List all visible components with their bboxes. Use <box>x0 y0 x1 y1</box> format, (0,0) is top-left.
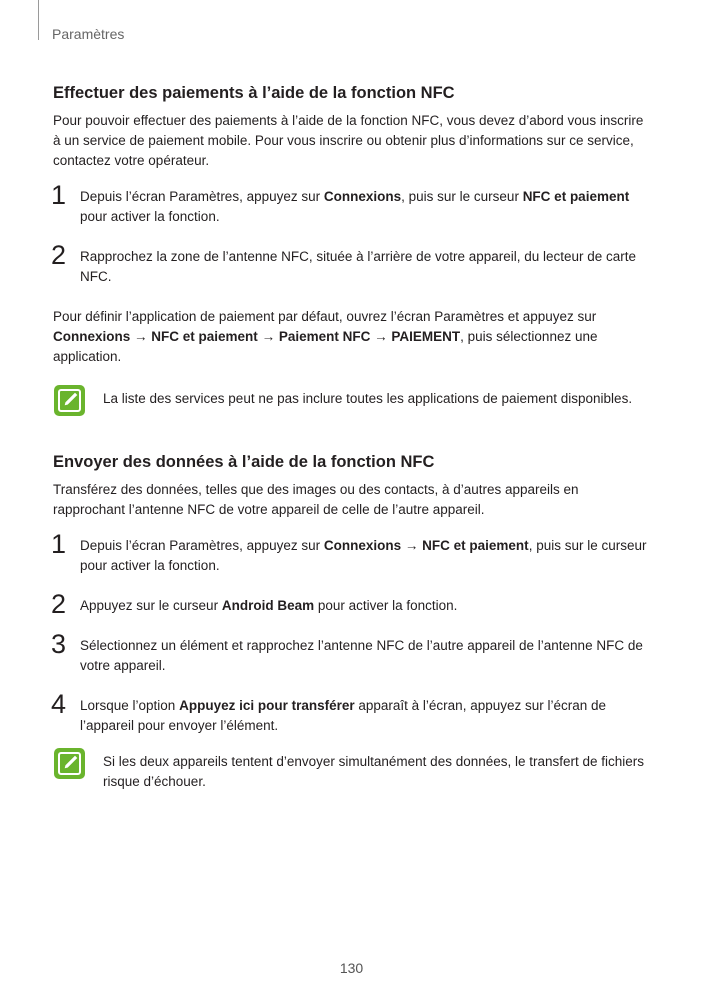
page-number: 130 <box>339 960 364 976</box>
default-payment-paragraph: Pour définir l’application de paiement par défaut, ouvrez l’écran Paramètres et appuyez sur Connexions → NFC et paiement → Paiement NFC → PAIEMENT, puis sélectionnez une application. <box>53 309 598 364</box>
step-number: 1 <box>51 529 67 559</box>
section-intro-send-data: Transférez des données, telles que des images ou des contacts, à d’autres appareils en rapprochant l’antenne NFC de votre appareil de celle de l’autre appareil. <box>53 482 579 517</box>
step-4: 4 Lorsque l’option Appuyez ici pour transférer apparaît à l’écran, appuyez sur l’écran de l’appareil pour envoyer l’élément. <box>51 689 607 733</box>
page-content <box>53 82 653 792</box>
section-intro-payments: Pour pouvoir effectuer des paiements à l’aide de la fonction NFC, vous devez d’abord vous inscrire à un service de paiement mobile. Pour vous inscrire ou obtenir plus d’informations sur ce service, contactez votre opérateur. <box>53 113 644 168</box>
note-payments: La liste des services peut ne pas inclure toutes les applications de paiement disponibles. <box>53 389 653 423</box>
section-title-send-data: Envoyer des données à l’aide de la fonction NFC <box>53 453 435 471</box>
step-3: 3 Sélectionnez un élément et rapprochez l’antenne NFC de l’autre appareil de l’antenne NFC de votre appareil. <box>51 629 643 673</box>
step-number: 2 <box>51 589 67 619</box>
step-1: 1 Depuis l’écran Paramètres, appuyez sur Connexions → NFC et paiement, puis sur le curseur pour activer la fonction. <box>51 529 647 573</box>
note-send-data: Si les deux appareils tentent d’envoyer simultanément des données, le transfert de fichiers risque d’échouer. <box>53 752 653 792</box>
step-number: 2 <box>51 240 67 270</box>
note-pencil-icon <box>53 384 86 417</box>
note-pencil-icon <box>53 747 86 780</box>
header-divider <box>38 0 39 40</box>
running-header: Paramètres <box>52 26 125 42</box>
step-2: 2 Rapprochez la zone de l’antenne NFC, située à l’arrière de votre appareil, du lecteur de carte NFC. <box>51 240 637 284</box>
step-number: 1 <box>51 180 67 210</box>
step-2: 2 Appuyez sur le curseur Android Beam pour activer la fonction. <box>51 589 458 619</box>
section-title-payments: Effectuer des paiements à l’aide de la fonction NFC <box>53 84 455 102</box>
step-1: 1 Depuis l’écran Paramètres, appuyez sur Connexions, puis sur le curseur NFC et paiement pour activer la fonction. <box>51 180 630 224</box>
step-number: 3 <box>51 629 67 659</box>
step-number: 4 <box>51 689 67 719</box>
